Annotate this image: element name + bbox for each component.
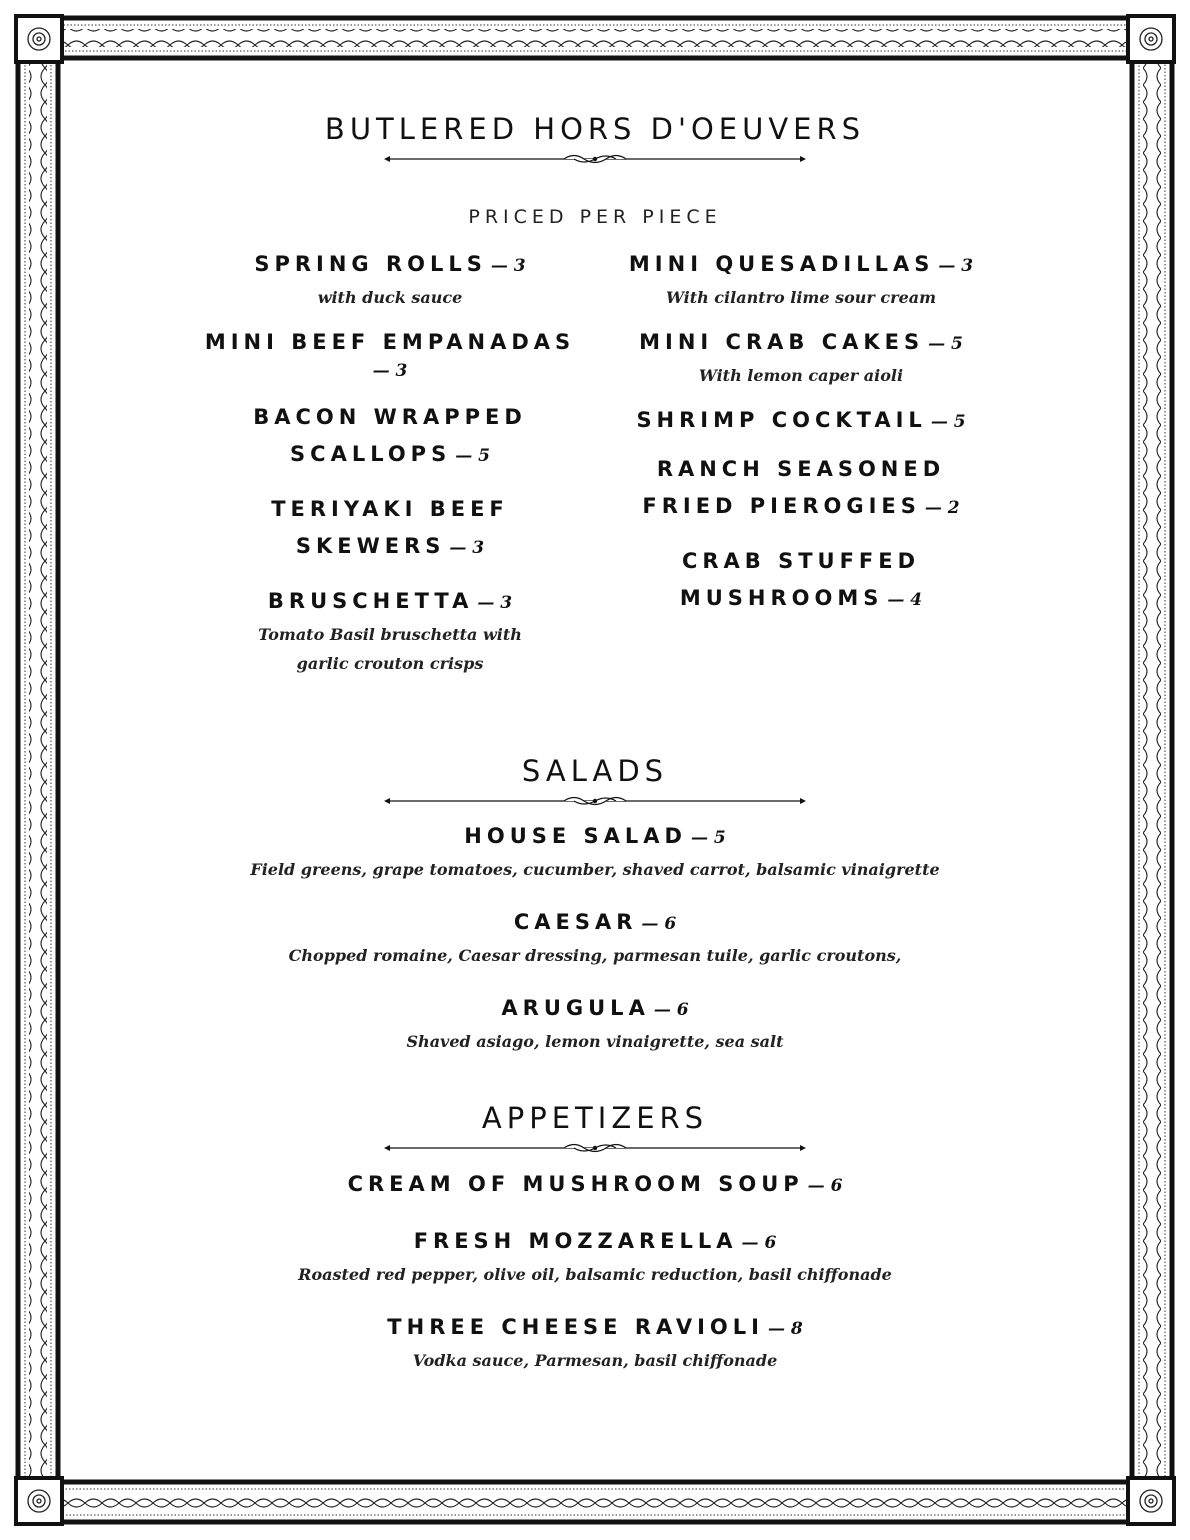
item-name: BACON WRAPPED SCALLOPS — [253, 405, 527, 466]
item-description: Shaved asiago, lemon vinaigrette, sea salt — [406, 1032, 784, 1051]
item-description: Field greens, grape tomatoes, cucumber, shaved carrot, balsamic vinaigrette — [250, 860, 940, 879]
section-title-appetizers: APPETIZERS — [481, 1101, 709, 1135]
item-description: Roasted red pepper, olive oil, balsamic reduction, basil chiffonade — [298, 1265, 892, 1284]
menu-item — [195, 1223, 995, 1289]
item-name: CRAB STUFFED MUSHROOMS — [679, 549, 921, 610]
item-price: — 8 — [767, 1319, 803, 1339]
menu-item — [200, 324, 580, 381]
item-price: — 5 — [930, 412, 966, 432]
item-name: RANCH SEASONED FRIED PIEROGIES — [642, 457, 946, 518]
ornament-divider — [384, 151, 806, 167]
menu-item — [195, 904, 995, 970]
menu-item — [616, 543, 986, 617]
item-name: BRUSCHETTA — [267, 589, 474, 613]
salads-list — [195, 818, 995, 1056]
item-name: THREE CHEESE RAVIOLI — [387, 1315, 764, 1339]
item-price: — 4 — [887, 590, 923, 610]
item-price: — 6 — [741, 1233, 777, 1253]
item-description: Chopped romaine, Caesar dressing, parmesan tuile, garlic croutons, — [288, 946, 902, 965]
item-name: SHRIMP COCKTAIL — [636, 408, 927, 432]
menu-item — [200, 399, 580, 473]
ornament-divider — [384, 1140, 806, 1156]
menu-item — [195, 818, 995, 884]
item-price: — 3 — [938, 256, 974, 276]
item-price: — 3 — [490, 256, 526, 276]
item-name: HOUSE SALAD — [464, 824, 687, 848]
section-title-hors-doeuvres: BUTLERED HORS D'OEUVERS — [324, 112, 866, 146]
item-description: With lemon caper aioli — [698, 366, 904, 385]
menu-item — [616, 246, 986, 312]
menu-item — [616, 402, 986, 439]
hors-doeuvres-right-column — [616, 246, 986, 617]
appetizers-list — [195, 1166, 995, 1375]
item-name: TERIYAKI BEEF SKEWERS — [271, 497, 509, 558]
section-title-salads: SALADS — [521, 754, 669, 788]
item-price: — 5 — [455, 446, 490, 466]
menu-item — [195, 990, 995, 1056]
item-name: MINI BEEF EMPANADAS — [204, 330, 576, 354]
item-description: with duck sauce — [317, 288, 463, 307]
item-price: — 3 — [477, 593, 513, 613]
menu-page — [62, 62, 1128, 1478]
menu-item — [616, 451, 986, 525]
hors-doeuvres-left-column — [200, 246, 580, 678]
item-description: With cilantro lime sour cream — [665, 288, 937, 307]
item-price: — 2 — [924, 498, 960, 518]
item-name: MINI QUESADILLAS — [628, 252, 935, 276]
item-price: — 6 — [641, 914, 677, 934]
menu-item — [200, 491, 580, 565]
item-price: — 5 — [928, 334, 963, 354]
item-description: Vodka sauce, Parmesan, basil chiffonade — [412, 1351, 778, 1370]
item-name: MINI CRAB CAKES — [639, 330, 925, 354]
menu-item — [195, 1166, 995, 1203]
menu-item — [200, 246, 580, 312]
item-name: CREAM OF MUSHROOM SOUP — [347, 1172, 804, 1196]
section-subtitle: PRICED PER PIECE — [468, 206, 722, 228]
item-name: CAESAR — [513, 910, 638, 934]
menu-item — [616, 324, 986, 390]
item-price: — 3 — [372, 361, 408, 381]
menu-item — [200, 583, 580, 678]
item-name: FRESH MOZZARELLA — [413, 1229, 738, 1253]
item-description: Tomato Basil bruschetta with garlic crouton crisps — [258, 625, 522, 673]
item-name: SPRING ROLLS — [254, 252, 487, 276]
item-price: — 5 — [690, 828, 726, 848]
menu-item — [195, 1309, 995, 1375]
item-price: — 3 — [449, 538, 485, 558]
item-name: ARUGULA — [501, 996, 650, 1020]
item-price: — 6 — [807, 1176, 843, 1196]
item-price: — 6 — [653, 1000, 689, 1020]
ornament-divider — [384, 793, 806, 809]
